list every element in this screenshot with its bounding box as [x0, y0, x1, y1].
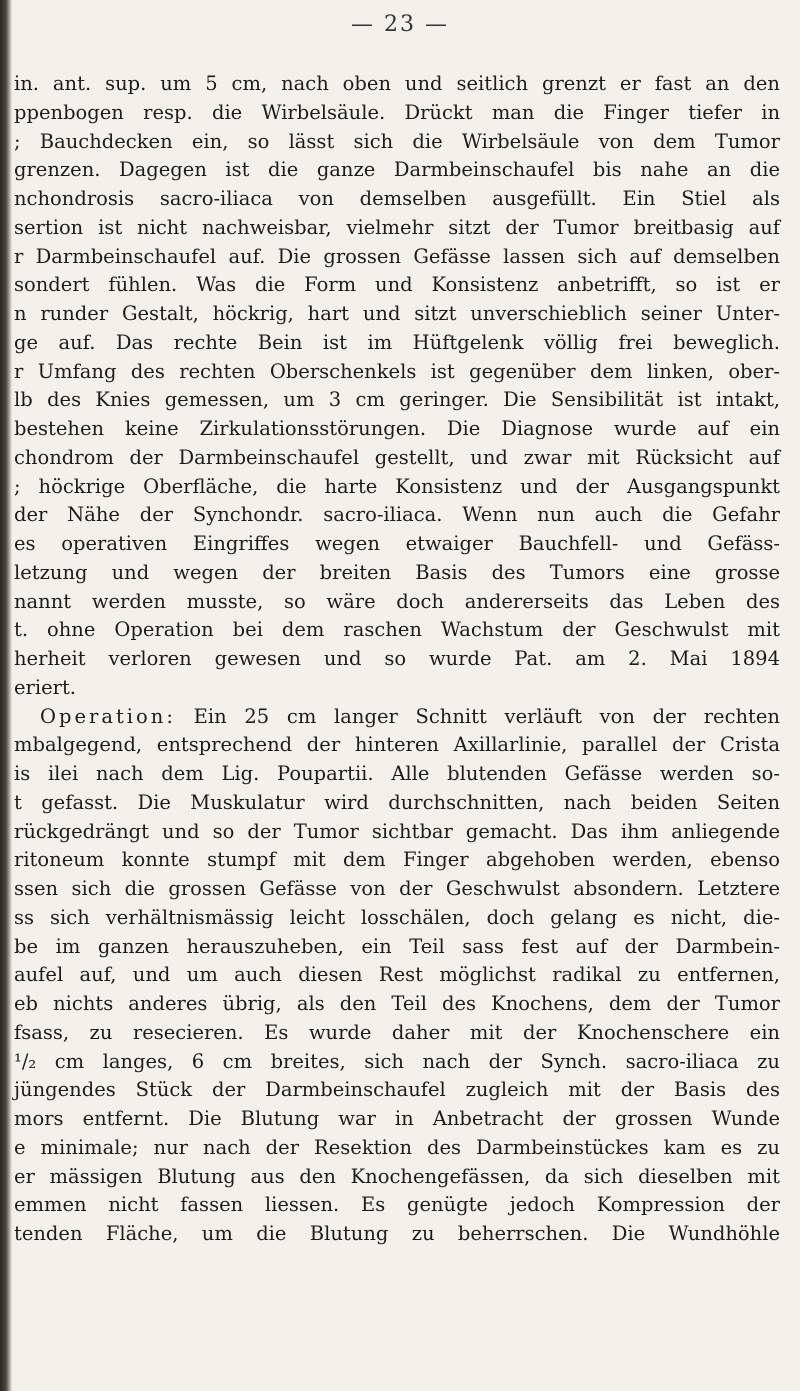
text-line: in. ant. sup. um 5 cm, nach oben und seitlich grenzt er fast an den	[14, 72, 780, 95]
text-line: herheit verloren gewesen und so wurde Pat. am 2. Mai 1894	[14, 647, 780, 670]
text-line: ritoneum konnte stumpf mit dem Finger abgehoben werden, ebenso	[14, 848, 780, 872]
text-line: es operativen Eingriffes wegen etwaiger Bauchfell- und Gefäss-	[14, 532, 780, 555]
text-line: t. ohne Operation bei dem raschen Wachstum der Geschwulst mit	[14, 618, 780, 642]
text-line: letzung und wegen der breiten Basis des Tumors eine grosse	[14, 560, 780, 584]
text-line: r Umfang des rechten Oberschenkels ist gegenüber dem linken, ober-	[14, 359, 780, 383]
text-line: er mässigen Blutung aus den Knochengefässen, da sich dieselben mit	[14, 1164, 780, 1188]
text-line: der Nähe der Synchondr. sacro-iliaca. Wenn nun auch die Gefahr	[14, 503, 780, 527]
text-line: ¹/₂ cm langes, 6 cm breites, sich nach der Synch. sacro-iliaca zu	[14, 1049, 780, 1073]
text-line: be im ganzen herauszuheben, ein Teil sass fest auf der Darmbein-	[14, 934, 780, 958]
text-line: emmen nicht fassen liessen. Es genügte jedoch Kompression der	[14, 1193, 780, 1217]
text-line: ppenbogen resp. die Wirbelsäule. Drückt man die Finger tiefer in	[14, 100, 780, 124]
text-line: chondrom der Darmbeinschaufel gestellt, und zwar mit Rücksicht auf	[14, 445, 780, 469]
text-line: mbalgegend, entsprechend der hinteren Axillarlinie, parallel der Crista	[14, 733, 780, 757]
text-line: ; Bauchdecken ein, so lässt sich die Wirbelsäule von dem Tumor	[14, 129, 780, 153]
text-line: eb nichts anderes übrig, als den Teil des Knochens, dem der Tumor	[14, 992, 780, 1015]
text-line: is ilei nach dem Lig. Poupartii. Alle blutenden Gefässe werden so-	[14, 762, 780, 785]
text-line: mors entfernt. Die Blutung war in Anbetracht der grossen Wunde	[14, 1107, 780, 1130]
text-line: lb des Knies gemessen, um 3 cm geringer. Die Sensibilität ist intakt,	[14, 388, 780, 412]
text-line: nchondrosis sacro-iliaca von demselben ausgefüllt. Ein Stiel als	[14, 187, 780, 210]
text-line: grenzen. Dagegen ist die ganze Darmbeinschaufel bis nahe an die	[14, 158, 780, 182]
text-line: nannt werden musste, so wäre doch andererseits das Leben des	[14, 589, 780, 613]
text-line: tenden Fläche, um die Blutung zu beherrschen. Die Wundhöhle	[14, 1222, 780, 1245]
text-line: aufel auf, und um auch diesen Rest möglichst radikal zu entfernen,	[14, 963, 780, 987]
text-line: Operation: Ein 25 cm langer Schnitt verläuft von der rechten	[40, 704, 780, 728]
text-line: e minimale; nur nach der Resektion des Darmbeinstückes kam es zu	[14, 1135, 780, 1159]
text-line: fsass, zu resecieren. Es wurde daher mit der Knochenschere ein	[14, 1020, 780, 1044]
text-line: sertion ist nicht nachweisbar, vielmehr sitzt der Tumor breitbasig auf	[14, 215, 780, 239]
binding-edge	[0, 0, 12, 1391]
text-line: ge auf. Das rechte Bein ist im Hüftgelenk völlig frei beweglich.	[14, 330, 780, 354]
text-line: ; höckrige Oberfläche, die harte Konsistenz und der Ausgangspunkt	[14, 474, 780, 498]
text-line: ssen sich die grossen Gefässe von der Geschwulst absondern. Letztere	[14, 877, 780, 900]
text-line: rückgedrängt und so der Tumor sichtbar gemacht. Das ihm anliegende	[14, 819, 780, 843]
text-line: t gefasst. Die Muskulatur wird durchschnitten, nach beiden Seiten	[14, 790, 780, 814]
operation-heading: Operation:	[40, 704, 176, 728]
body-text	[14, 70, 780, 1249]
page-number: — 23 —	[351, 12, 449, 37]
text-line: ss sich verhältnismässig leicht losschälen, doch gelang es nicht, die-	[14, 905, 780, 929]
text-line: n runder Gestalt, höckrig, hart und sitzt unverschieblich seiner Unter-	[14, 302, 780, 325]
text-line: sondert fühlen. Was die Form und Konsistenz anbetrifft, so ist er	[14, 273, 780, 297]
text-line: eriert.	[14, 675, 76, 699]
text-line: bestehen keine Zirkulationsstörungen. Die Diagnose wurde auf ein	[14, 417, 780, 440]
text-line: r Darmbeinschaufel auf. Die grossen Gefässe lassen sich auf demselben	[14, 244, 780, 268]
text-line: jüngendes Stück der Darmbeinschaufel zugleich mit der Basis des	[14, 1078, 780, 1102]
